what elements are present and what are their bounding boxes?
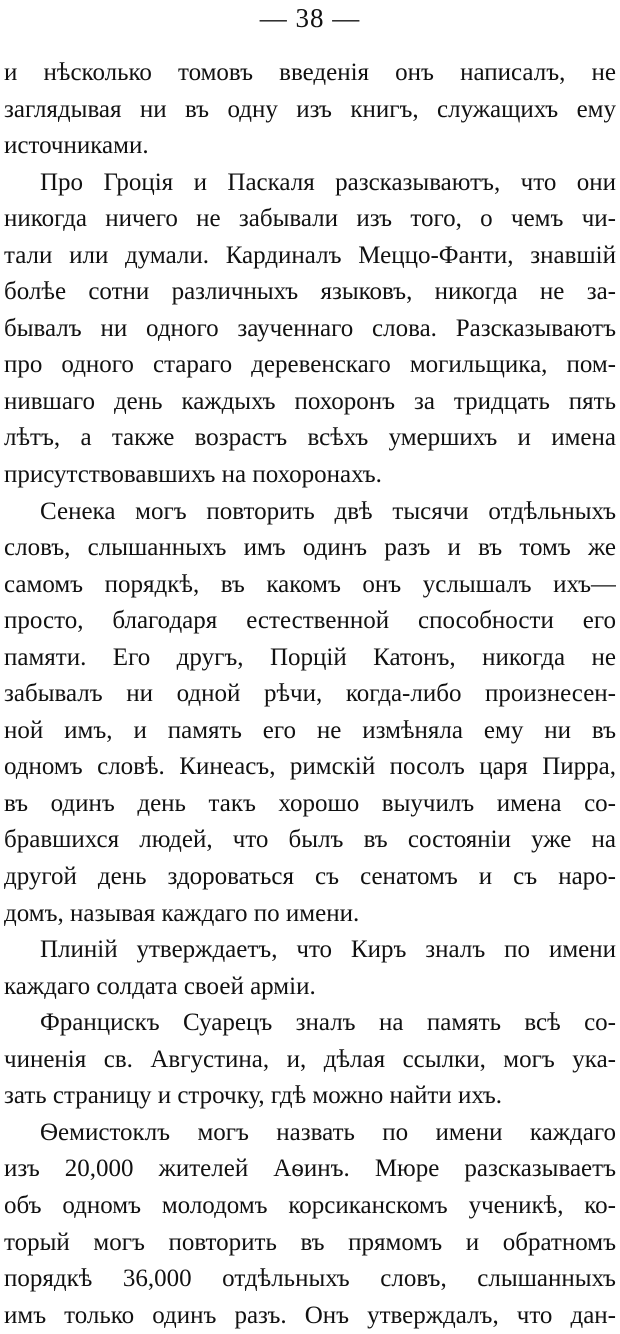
text-line: никогда ничего не забывали изъ того, о чемъ чи- [4,205,616,233]
text-line: словъ, слышанныхъ имъ одинъ разъ и въ томъ же [4,534,616,562]
text-line: и нѣсколько томовъ введенія онъ написалъ, не [4,59,616,86]
body-text [4,55,616,1334]
text-line: присутствовавшихъ на похоронахъ. [4,461,382,489]
text-line: бывалъ ни одного заученнаго слова. Разсказываютъ [4,314,616,342]
text-line: самомъ порядкѣ, въ какомъ онъ услышалъ ихъ— [4,570,616,598]
page-number: — 38 — [259,3,361,33]
text-line: Сенека могъ повторить двѣ тысячи отдѣльныхъ [40,497,616,525]
text-line: Ѳемистоклъ могъ назвать по имени каждаго [40,1118,616,1146]
text-line: забывалъ ни одной рѣчи, когда-либо произнесен- [4,680,616,708]
text-line: Про Гроція и Паскаля разсказываютъ, что они [40,168,616,196]
text-line: памяти. Его другъ, Порцій Катонъ, никогда не [4,643,616,671]
text-line: въ одинъ день такъ хорошо выучилъ имена со- [4,789,616,817]
text-line: домъ, называя каждаго по имени. [4,899,360,927]
text-line: каждаго солдата своей арміи. [4,972,316,1000]
text-line: порядкѣ 36,000 отдѣльныхъ словъ, слышанныхъ [4,1265,616,1293]
text-line: ной имъ, и память его не измѣняла ему ни въ [4,716,616,744]
text-line: чиненія св. Августина, и, дѣлая ссылки, могъ ука- [4,1045,616,1073]
text-line: Плиній утверждаетъ, что Киръ зналъ по имени [40,936,616,964]
text-line: Францискъ Суарецъ зналъ на память всѣ со- [40,1009,616,1037]
text-line: лѣтъ, а также возрастъ всѣхъ умершихъ и имена [4,424,616,452]
text-line: имъ только одинъ разъ. Онъ утверждалъ, что дан- [4,1301,616,1329]
text-line: зать страницу и строчку, гдѣ можно найти ихъ. [4,1082,503,1110]
text-line: одномъ словѣ. Кинеасъ, римскій посолъ царя Пирра, [4,753,616,781]
text-line: бравшихся людей, что былъ въ состояніи уже на [4,826,616,854]
text-line: другой день здороваться съ сенатомъ и съ наро- [4,863,616,891]
text-line: болѣе сотни различныхъ языковъ, никогда не за- [4,278,616,306]
text-line: источниками. [4,132,149,160]
text-line: тали или думали. Кардиналъ Меццо-Фанти, знавшій [4,241,616,269]
text-line: про одного стараго деревенскаго могильщика, пом- [4,351,616,379]
text-line: заглядывая ни въ одну изъ книгъ, служащихъ ему [4,95,616,123]
text-line: нившаго день каждыхъ похоронъ за тридцать пять [4,387,616,415]
text-line: объ одномъ молодомъ корсиканскомъ ученикѣ, ко- [4,1191,616,1219]
text-line: торый могъ повторить въ прямомъ и обратномъ [4,1228,616,1256]
text-line: просто, благодаря естественной способности его [4,607,616,635]
text-line: изъ 20,000 жителей Аѳинъ. Мюре разсказываетъ [4,1155,616,1183]
